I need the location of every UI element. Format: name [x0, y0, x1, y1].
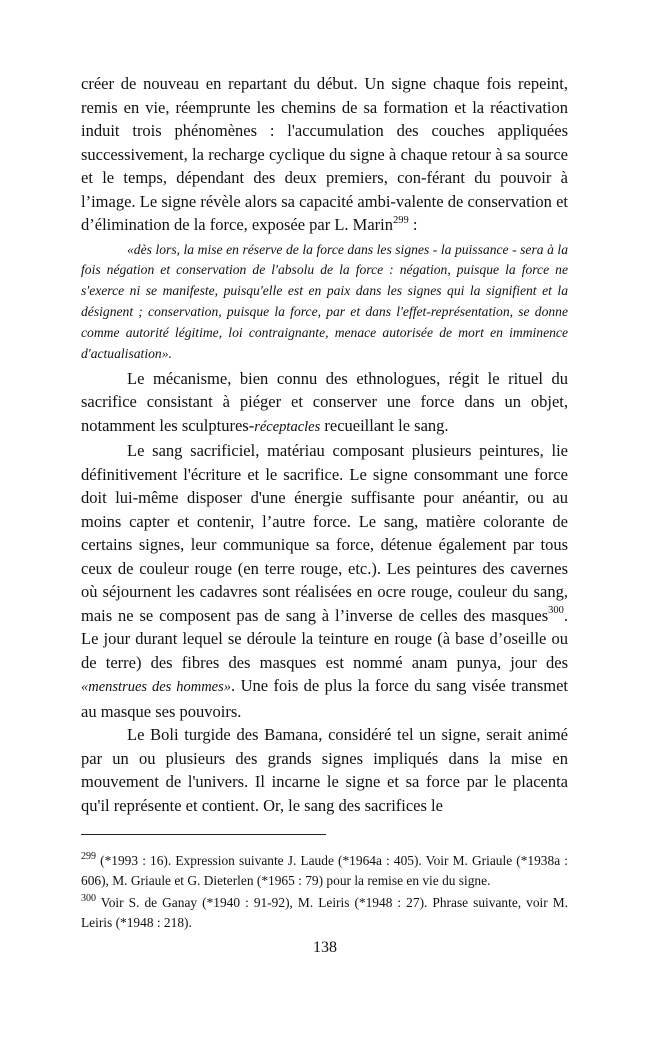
block-quote: «dès lors, la mise en réserve de la force dans les signes - la puissance - sera à la fois négation et conservation de l'absolu de la force : négation, puisque la force ne s'exerce ni se manifeste, puisqu'elle est en paix dans les signes qui la signifient et la désignent ; conservation, puisque la force, par et dans l'effet-représentation, se donne comme autorité légitime, loi contraignante, menace autorisée de mort en imminence d'actualisation».	[81, 241, 568, 362]
page-number: 138	[313, 939, 337, 956]
footnote-divider	[81, 834, 326, 835]
paragraph-3-italic: «menstrues des hommes»	[81, 679, 232, 696]
paragraph-1	[81, 72, 568, 237]
footnote-number: 299	[81, 850, 96, 862]
paragraph-3-middle: . Le jour durant lequel se déroule la teinture en rouge (à base d’oseille ou de terre) des fibres des masques est nommé anam punya, jour des	[81, 605, 568, 672]
footnote-text: (*1993 : 16). Expression suivante J. Laude (*1964a : 405). Voir M. Griaule (*1938a : 606), M. Griaule et G. Dieterlen (*1965 : 79) pour la remise en vie du signe.	[81, 853, 568, 889]
page-body	[81, 72, 568, 935]
paragraph-3	[81, 439, 568, 723]
paragraph-2-text: Le mécanisme, bien connu des ethnologues, régit le rituel du sacrifice consistant à piéger et conserver une force dans un objet, notamment les sculptures-	[81, 368, 568, 435]
footnote-ref-300[interactable]: 300	[548, 605, 564, 617]
footnote-299	[81, 851, 568, 891]
footnote-number: 300	[81, 892, 96, 904]
footnote-text: Voir S. de Ganay (*1940 : 91-92), M. Leiris (*1948 : 27). Phrase suivante, voir M. Leiris (*1948 : 218).	[81, 895, 568, 931]
paragraph-3-after: . Une fois de plus la force du sang visée transmet au masque ses pouvoirs.	[81, 676, 568, 721]
paragraph-2-after: recueillant le sang.	[320, 415, 449, 435]
paragraph-2-italic: réceptacles	[254, 418, 321, 435]
paragraph-1-text: créer de nouveau en repartant du début. Un signe chaque fois repeint, remis en vie, réemprunte les chemins de sa formation et la réactivation induit trois phénomènes : l'accumulation des couches appliquées successivement, la recharge cyclique du signe à chaque retour à sa source et le temps, dépendant des deux premiers, con-férant du pouvoir à l’image. Le signe révèle alors sa capacité ambi-valente de conservation et d’élimination de la force, exposée par L. Marin	[81, 74, 568, 234]
footnote-300	[81, 893, 568, 933]
paragraph-2	[81, 367, 568, 440]
paragraph-4: Le Boli turgide des Bamana, considéré tel un signe, serait animé par un ou plusieurs des grands signes impliqués dans la mise en mouvement de l'univers. Il incarne le signe et sa force par le placenta qu'il représente et contient. Or, le sang des sacrifices le	[81, 725, 568, 815]
footnote-ref-299[interactable]: 299	[393, 214, 409, 226]
paragraph-3-text: Le sang sacrificiel, matériau composant plusieurs peintures, lie définitivement l'écriture et le sacrifice. Le signe consommant une force doit lui-même disposer d'une énergie suffisante pour anéantir, ou au moins capter et contenir, l’autre force. Le sang, matière colorante de certains signes, leur communique sa force, détenue également par tous ceux de couleur rouge (en terre rouge, etc.). Les peintures des cavernes où séjournent les cadavres sont réalisées en ocre rouge, couleur du sang, mais ne se composent pas de sang à l’inverse de celles des masques	[81, 441, 568, 625]
paragraph-1-tail: :	[408, 215, 418, 234]
